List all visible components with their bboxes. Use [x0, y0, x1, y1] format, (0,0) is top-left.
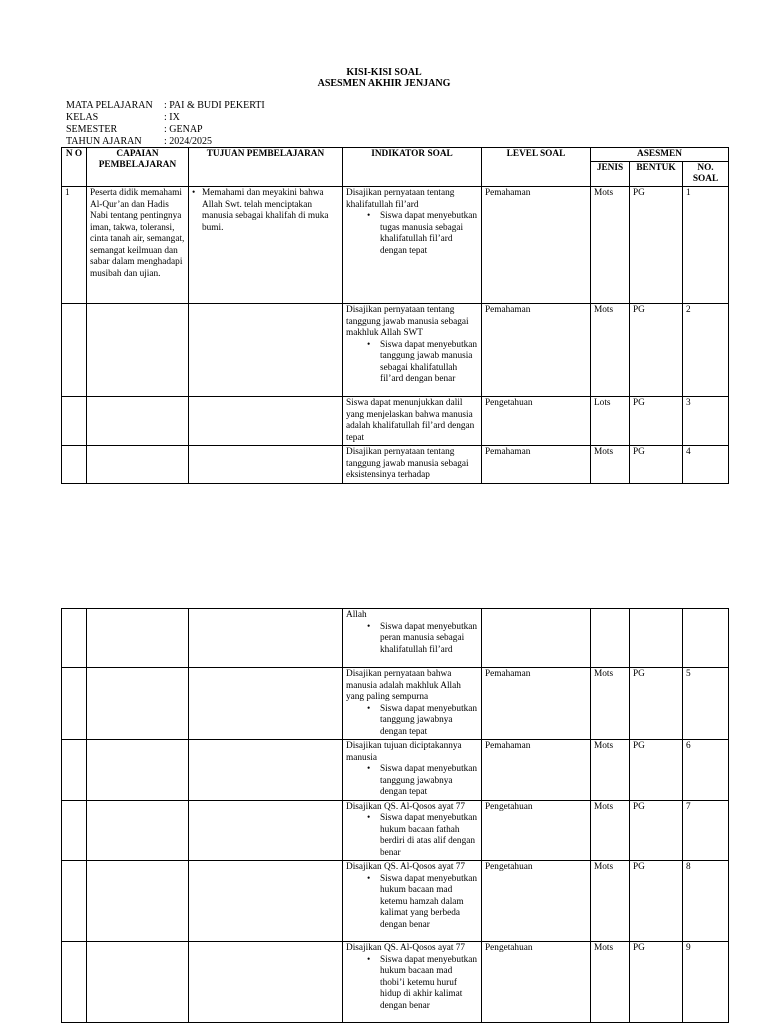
cell-no	[62, 609, 87, 668]
cell-bentuk	[630, 609, 683, 668]
table-row	[62, 397, 729, 446]
cell-capaian	[87, 740, 189, 801]
cell-tujuan	[189, 609, 343, 668]
cell-no	[62, 304, 87, 397]
cell-level: Pengetahuan	[482, 861, 591, 942]
document-title: KISI-KISI SOAL	[346, 67, 422, 78]
indikator-bullet: • Siswa dapat menyebutkan tugas manusia sebagai khalifatullah fil’ard dengan tepat	[367, 211, 478, 257]
cell-no	[62, 668, 87, 740]
indikator-bullet: • Siswa dapat menyebutkan peran manusia sebagai khalifatullah fil’ard	[367, 622, 478, 657]
cell-level	[482, 609, 591, 668]
table-row	[62, 304, 729, 397]
table-row	[62, 800, 729, 861]
cell-tujuan	[189, 942, 343, 1023]
meta-row	[66, 100, 265, 112]
cell-no	[62, 446, 87, 484]
meta-label: KELAS	[66, 112, 99, 123]
indikator-bullet: • Siswa dapat menyebutkan tanggung jawab manusia sebagai khalifatullah fil’ard dengan benar	[367, 340, 478, 386]
indikator-bullet: • Siswa dapat menyebutkan tanggung jawabnya dengan tepat	[367, 764, 478, 799]
cell-no-soal: 6	[683, 740, 729, 801]
cell-capaian	[87, 609, 189, 668]
cell-tujuan	[189, 397, 343, 446]
cell-jenis: Mots	[591, 942, 630, 1023]
cell-no-soal: 9	[683, 942, 729, 1023]
meta-row	[66, 124, 265, 136]
cell-bentuk: PG	[630, 304, 683, 397]
cell-no-soal: 7	[683, 800, 729, 861]
indikator-bullet: • Siswa dapat menyebutkan hukum bacaan fathah berdiri di atas alif dengan benar	[367, 813, 478, 859]
meta-value: : 2024/2025	[164, 136, 213, 147]
cell-indikator	[343, 740, 482, 801]
table-row	[62, 446, 729, 484]
cell-level: Pengetahuan	[482, 942, 591, 1023]
cell-tujuan	[189, 187, 343, 304]
cell-indikator	[343, 800, 482, 861]
cell-indikator	[343, 942, 482, 1023]
table-row	[62, 740, 729, 801]
cell-indikator	[343, 187, 482, 304]
table-row	[62, 668, 729, 740]
cell-bentuk: PG	[630, 800, 683, 861]
cell-capaian	[87, 942, 189, 1023]
table-row	[62, 187, 729, 304]
cell-indikator: Disajikan pernyataan tentang tanggung jawab manusia sebagai eksistensinya terhadap	[343, 446, 482, 484]
cell-capaian	[87, 397, 189, 446]
meta-value: : IX	[164, 112, 180, 123]
cell-bentuk: PG	[630, 397, 683, 446]
meta-label: SEMESTER	[66, 124, 118, 135]
cell-level: Pemahaman	[482, 187, 591, 304]
indikator-intro: Disajikan tujuan diciptakannya manusia	[346, 741, 462, 763]
cell-no: 1	[62, 187, 87, 304]
cell-tujuan	[189, 740, 343, 801]
header-indikator: INDIKATOR SOAL	[343, 148, 482, 187]
indikator-bullet: • Siswa dapat menyebutkan hukum bacaan mad ketemu hamzah dalam kalimat yang berbeda dengan benar	[367, 874, 478, 932]
cell-bentuk: PG	[630, 861, 683, 942]
cell-jenis	[591, 609, 630, 668]
cell-bentuk: PG	[630, 187, 683, 304]
cell-level: Pengetahuan	[482, 800, 591, 861]
header-jenis: JENIS	[591, 162, 630, 187]
indikator-intro: Disajikan QS. Al-Qosos ayat 77	[346, 801, 466, 812]
cell-tujuan	[189, 800, 343, 861]
header-level: LEVEL SOAL	[482, 148, 591, 187]
cell-no-soal: 1	[683, 187, 729, 304]
cell-no-soal: 2	[683, 304, 729, 397]
header-tujuan: TUJUAN PEMBELAJARAN	[189, 148, 343, 187]
document-subtitle: ASESMEN AKHIR JENJANG	[317, 78, 451, 89]
meta-label: TAHUN AJARAN	[66, 136, 142, 147]
table-row	[62, 942, 729, 1023]
meta-label: MATA PELAJARAN	[66, 100, 153, 111]
header-no-soal: NO. SOAL	[683, 162, 729, 187]
cell-tujuan	[189, 668, 343, 740]
cell-tujuan	[189, 304, 343, 397]
indikator-intro: Disajikan QS. Al-Qosos ayat 77	[346, 943, 466, 953]
meta-block	[66, 100, 265, 148]
cell-level: Pemahaman	[482, 740, 591, 801]
indikator-intro: Allah	[346, 610, 367, 620]
cell-jenis: Mots	[591, 800, 630, 861]
cell-indikator	[343, 861, 482, 942]
cell-indikator	[343, 304, 482, 397]
header-capaian: CAPAIAN PEMBELAJARAN	[87, 148, 189, 187]
cell-capaian	[87, 304, 189, 397]
cell-no-soal: 8	[683, 861, 729, 942]
cell-no-soal: 3	[683, 397, 729, 446]
cell-indikator: Siswa dapat menunjukkan dalil yang menjelaskan bahwa manusia adalah khalifatullah fil’ard dengan tepat	[343, 397, 482, 446]
cell-indikator	[343, 668, 482, 740]
cell-level: Pemahaman	[482, 668, 591, 740]
cell-no	[62, 861, 87, 942]
cell-no	[62, 942, 87, 1023]
cell-level: Pemahaman	[482, 304, 591, 397]
cell-tujuan	[189, 446, 343, 484]
kisi-kisi-table-page-2	[61, 608, 729, 1023]
cell-jenis: Mots	[591, 304, 630, 397]
header-asesmen: ASESMEN	[591, 148, 729, 162]
cell-bentuk: PG	[630, 740, 683, 801]
cell-no-soal: 4	[683, 446, 729, 484]
cell-jenis: Mots	[591, 668, 630, 740]
cell-no	[62, 800, 87, 861]
table-row	[62, 609, 729, 668]
cell-no	[62, 397, 87, 446]
cell-jenis: Mots	[591, 446, 630, 484]
cell-bentuk: PG	[630, 942, 683, 1023]
cell-capaian	[87, 446, 189, 484]
indikator-intro: Disajikan pernyataan tentang tanggung jawab manusia sebagai makhluk Allah SWT	[346, 305, 469, 338]
cell-level: Pemahaman	[482, 446, 591, 484]
cell-capaian	[87, 668, 189, 740]
table-row	[62, 861, 729, 942]
cell-capaian	[87, 800, 189, 861]
indikator-bullet: • Siswa dapat menyebutkan hukum bacaan mad thobi’i ketemu huruf hidup di akhir kalimat dengan benar	[367, 955, 478, 1013]
cell-no	[62, 740, 87, 801]
cell-jenis: Mots	[591, 861, 630, 942]
cell-indikator	[343, 609, 482, 668]
cell-capaian	[87, 861, 189, 942]
tujuan-bullet: • Memahami dan meyakini bahwa Allah Swt. telah menciptakan manusia sebagai khalifah di muka bumi.	[192, 188, 339, 234]
indikator-intro: Disajikan pernyataan tentang khalifatullah fil’ard	[346, 188, 455, 210]
indikator-bullet: • Siswa dapat menyebutkan tanggung jawabnya dengan tepat	[367, 704, 478, 739]
indikator-intro: Disajikan pernyataan bahwa manusia adalah makhluk Allah yang paling sempurna	[346, 669, 461, 702]
cell-jenis: Mots	[591, 740, 630, 801]
cell-capaian: Peserta didik memahami Al-Qur’an dan Hadis Nabi tentang pentingnya iman, takwa, toleransi, cinta tanah air, semangat, semangat keilmuan dan sabar dalam menghadapi musibah dan ujian.	[87, 187, 189, 304]
header-no: N O	[62, 148, 87, 187]
indikator-intro: Disajikan QS. Al-Qosos ayat 77	[346, 862, 466, 872]
cell-bentuk: PG	[630, 446, 683, 484]
header-bentuk: BENTUK	[630, 162, 683, 187]
meta-row	[66, 112, 265, 124]
cell-no-soal: 5	[683, 668, 729, 740]
meta-value: : GENAP	[164, 124, 203, 135]
cell-jenis: Mots	[591, 187, 630, 304]
cell-tujuan	[189, 861, 343, 942]
cell-jenis: Lots	[591, 397, 630, 446]
kisi-kisi-table-page-1	[61, 147, 729, 484]
cell-no-soal	[683, 609, 729, 668]
cell-level: Pengetahuan	[482, 397, 591, 446]
cell-bentuk: PG	[630, 668, 683, 740]
meta-value: : PAI & BUDI PEKERTI	[164, 100, 265, 111]
